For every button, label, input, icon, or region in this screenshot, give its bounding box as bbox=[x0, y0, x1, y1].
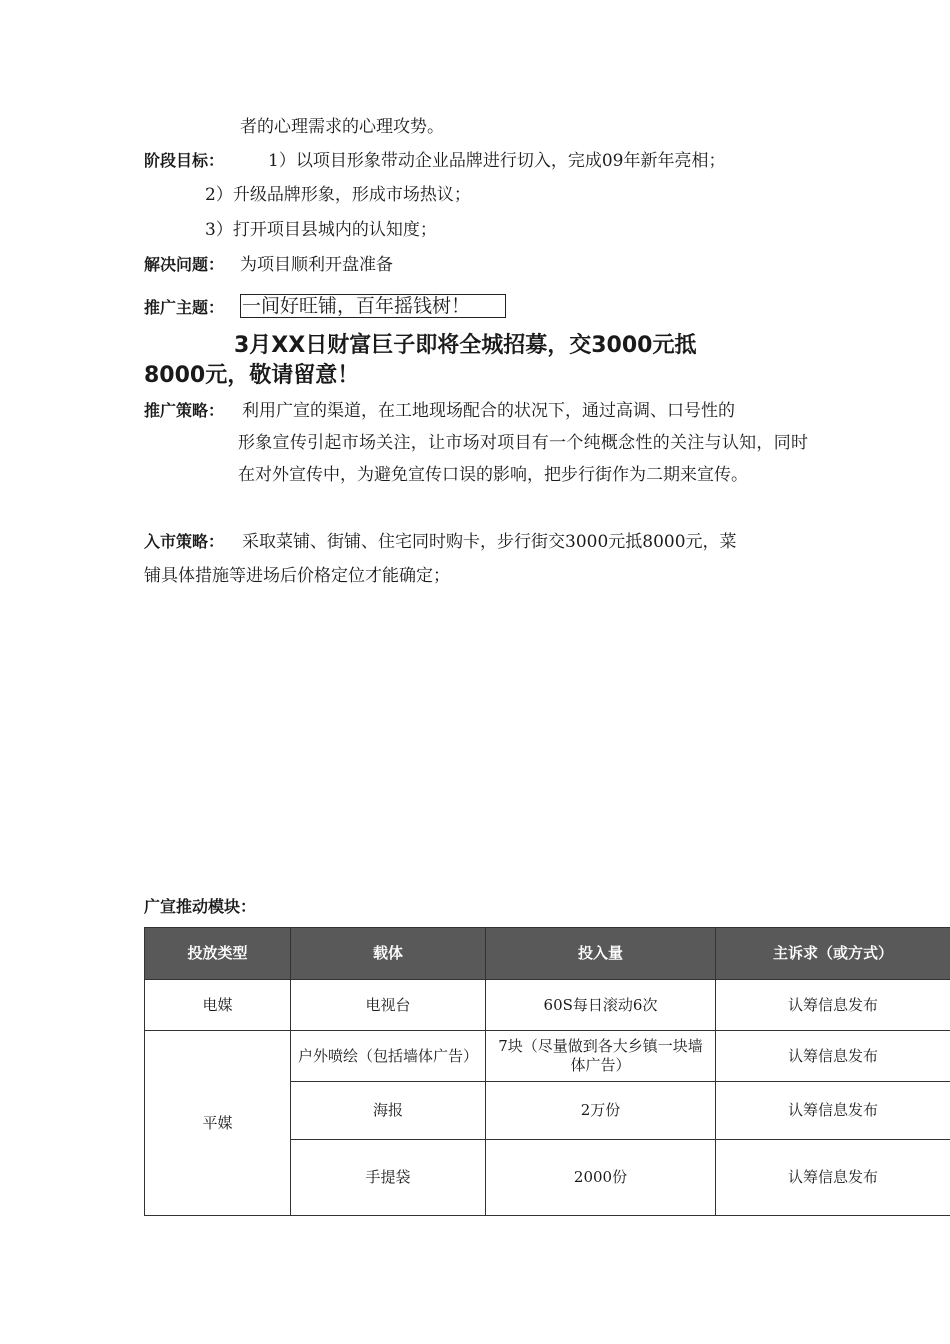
cell-appeal: 认筹信息发布 bbox=[716, 1140, 950, 1216]
cell-carrier: 户外喷绘（包括墙体广告） bbox=[291, 1031, 486, 1082]
cell-appeal: 认筹信息发布 bbox=[716, 980, 950, 1031]
promo-strategy-label: 推广策略： bbox=[144, 401, 225, 420]
entry-strategy-second-line: 铺具体措施等进场后价格定位才能确定； bbox=[144, 566, 450, 586]
promo-strategy-first-line: 利用广宣的渠道，在工地现场配合的状况下，通过高调、口号性的 bbox=[242, 401, 735, 421]
table-row bbox=[145, 980, 950, 1031]
cell-appeal: 认筹信息发布 bbox=[716, 1082, 950, 1140]
cell-appeal: 认筹信息发布 bbox=[716, 1031, 950, 1082]
headline-line-1: 3月XX日财富巨子即将全城招募，交3000元抵 bbox=[234, 333, 697, 358]
promo-strategy-body: 形象宣传引起市场关注，让市场对项目有一个纯概念性的关注与认知，同时在对外宣传中，为避免宣传口误的影响，把步行街作为二期来宣传。 bbox=[238, 433, 808, 485]
header-carrier: 载体 bbox=[291, 928, 486, 980]
promo-theme-label: 推广主题： bbox=[144, 298, 225, 317]
cell-type: 平媒 bbox=[145, 1031, 291, 1216]
stage-goal-label: 阶段目标： bbox=[144, 151, 225, 170]
cell-carrier: 手提袋 bbox=[291, 1140, 486, 1216]
stage-goal-item-1: 1）以项目形象带动企业品牌进行切入，完成09年新年亮相； bbox=[268, 151, 726, 171]
continued-text-line: 者的心理需求的心理攻势。 bbox=[240, 117, 444, 137]
entry-strategy-label: 入市策略： bbox=[144, 532, 225, 551]
entry-strategy-first-line: 采取菜铺、街铺、住宅同时购卡，步行街交3000元抵8000元，菜 bbox=[242, 532, 737, 552]
cell-amount: 60S每日滚动6次 bbox=[486, 980, 716, 1031]
cell-type: 电媒 bbox=[145, 980, 291, 1031]
stage-goal-item-2: 2）升级品牌形象，形成市场热议； bbox=[205, 185, 471, 205]
table-header-row bbox=[145, 928, 950, 980]
cell-carrier: 电视台 bbox=[291, 980, 486, 1031]
header-type: 投放类型 bbox=[145, 928, 291, 980]
promo-slogan-box: 一间好旺铺，百年摇钱树！ bbox=[240, 294, 506, 318]
cell-carrier: 海报 bbox=[291, 1082, 486, 1140]
table-row bbox=[145, 1031, 950, 1082]
stage-goal-item-3: 3）打开项目县城内的认知度； bbox=[205, 220, 437, 240]
media-plan-table bbox=[144, 927, 950, 1216]
cell-amount: 7块（尽量做到各大乡镇一块墙体广告） bbox=[486, 1031, 716, 1082]
cell-amount: 2000份 bbox=[486, 1140, 716, 1216]
solve-problem-label: 解决问题： bbox=[144, 255, 225, 274]
solve-problem-text: 为项目顺利开盘准备 bbox=[240, 255, 393, 275]
cell-amount: 2万份 bbox=[486, 1082, 716, 1140]
header-appeal: 主诉求（或方式） bbox=[716, 928, 950, 980]
headline-line-2: 8000元，敬请留意！ bbox=[144, 363, 360, 388]
header-amount: 投入量 bbox=[486, 928, 716, 980]
module-title: 广宣推动模块： bbox=[144, 897, 257, 916]
